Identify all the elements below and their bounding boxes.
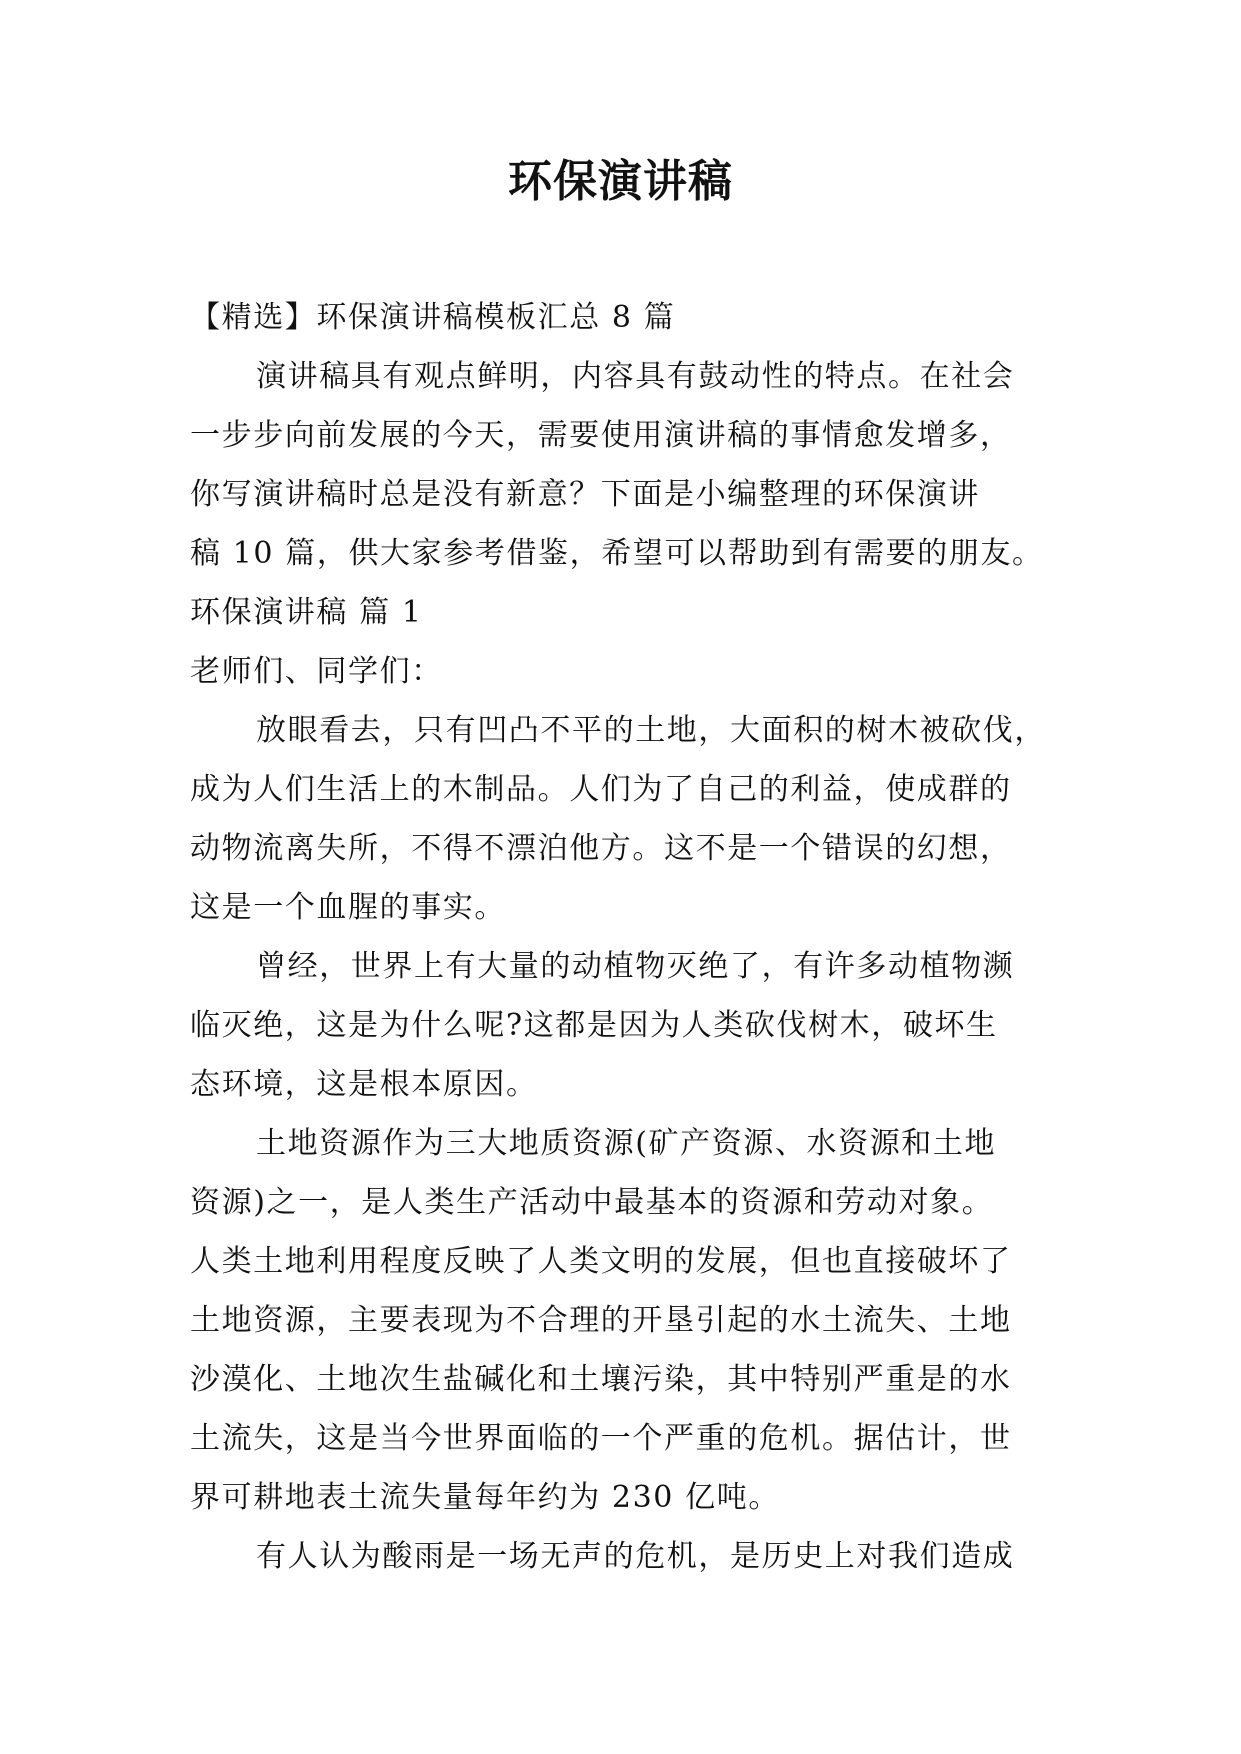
paragraph-line: 曾经，世界上有大量的动植物灭绝了，有许多动植物濒 xyxy=(256,949,1015,984)
paragraph-line: 动物流离失所，不得不漂泊他方。这不是一个错误的幻想， xyxy=(190,831,1012,866)
paragraph-line: 稿 10 篇，供大家参考借鉴，希望可以帮助到有需要的朋友。 xyxy=(190,536,1044,571)
paragraph-line: 成为人们生活上的木制品。人们为了自己的利益，使成群的 xyxy=(190,772,1012,807)
document-title: 环保演讲稿 xyxy=(508,156,733,207)
paragraph-line: 土地资源作为三大地质资源(矿产资源、水资源和土地 xyxy=(256,1126,997,1161)
paragraph-line: 资源)之一，是人类生产活动中最基本的资源和劳动对象。 xyxy=(190,1185,994,1220)
paragraph-line: 临灭绝，这是为什么呢?这都是因为人类砍伐树木，破坏生 xyxy=(190,1008,998,1043)
subtitle-line: 【精选】环保演讲稿模板汇总 8 篇 xyxy=(190,300,676,335)
paragraph-line: 演讲稿具有观点鲜明，内容具有鼓动性的特点。在社会 xyxy=(256,359,1015,394)
document-body xyxy=(190,288,1072,1586)
paragraph-line: 你写演讲稿时总是没有新意？下面是小编整理的环保演讲 xyxy=(190,477,980,512)
paragraph-line: 土流失，这是当今世界面临的一个严重的危机。据估计，世 xyxy=(190,1421,1012,1456)
paragraph-line: 放眼看去，只有凹凸不平的土地，大面积的树木被砍伐， xyxy=(256,713,1046,748)
paragraph-line: 人类土地利用程度反映了人类文明的发展，但也直接破坏了 xyxy=(190,1244,1012,1279)
salutation-line: 老师们、同学们： xyxy=(190,654,443,689)
paragraph-line: 土地资源，主要表现为不合理的开垦引起的水土流失、土地 xyxy=(190,1303,1012,1338)
paragraph-line: 有人认为酸雨是一场无声的危机，是历史上对我们造成 xyxy=(256,1539,1015,1574)
paragraph-line: 界可耕地表土流失量每年约为 230 亿吨。 xyxy=(190,1480,780,1515)
paragraph-line: 一步步向前发展的今天，需要使用演讲稿的事情愈发增多， xyxy=(190,418,1012,453)
paragraph-line: 态环境，这是根本原因。 xyxy=(190,1067,538,1102)
paragraph-line: 沙漠化、土地次生盐碱化和土壤污染，其中特别严重是的水 xyxy=(190,1362,1012,1397)
paragraph-line: 这是一个血腥的事实。 xyxy=(190,890,506,925)
section-heading: 环保演讲稿 篇 1 xyxy=(190,595,423,630)
